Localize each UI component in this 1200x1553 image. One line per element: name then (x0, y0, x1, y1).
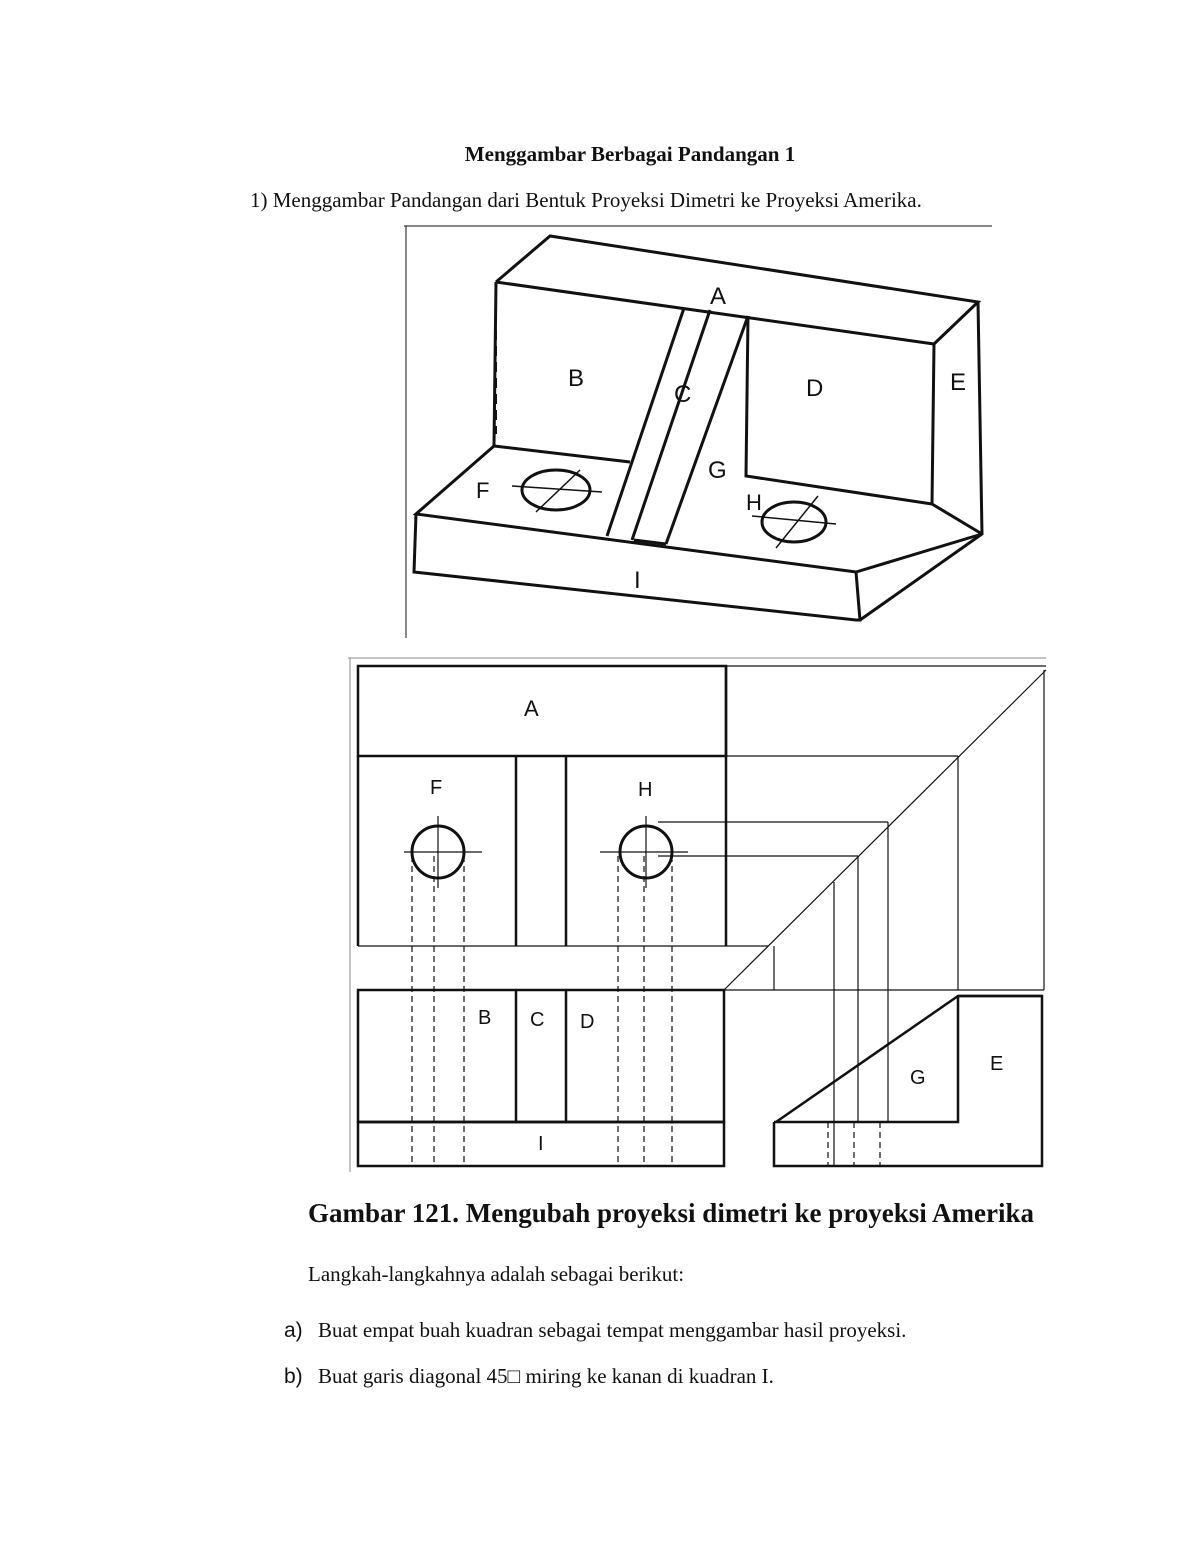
list-marker: a) (284, 1319, 303, 1342)
label-c: C (530, 1009, 545, 1031)
figure-caption: Gambar 121. Mengubah proyeksi dimetri ke proyeksi Amerika (308, 1198, 1035, 1228)
label-b: B (478, 1007, 492, 1029)
page-title: Menggambar Berbagai Pandangan 1 (464, 142, 796, 166)
label-b: B (568, 365, 585, 392)
label-d: D (806, 375, 824, 402)
object-outline (414, 236, 982, 620)
label-i: I (538, 1133, 544, 1155)
label-e: E (990, 1053, 1004, 1075)
label-h: H (746, 490, 762, 515)
label-c: C (674, 381, 692, 408)
label-a: A (524, 696, 539, 721)
label-a: A (710, 283, 727, 310)
list-item (284, 1318, 906, 1343)
label-f: F (476, 478, 490, 503)
label-f: F (430, 777, 443, 799)
label-e: E (950, 369, 967, 396)
list-item-text: Buat garis diagonal 45□ miring ke kanan di kuadran I. (318, 1364, 774, 1388)
section-subtitle: 1) Menggambar Pandangan dari Bentuk Proyeksi Dimetri ke Proyeksi Amerika. (250, 188, 922, 212)
american-projection-figure (348, 656, 1048, 1176)
label-g: G (910, 1067, 926, 1089)
label-h: H (638, 779, 653, 801)
dimetric-projection-figure (404, 224, 994, 644)
intro-text: Langkah-langkahnya adalah sebagai berikut: (308, 1262, 685, 1286)
list-item-text: Buat empat buah kuadran sebagai tempat menggambar hasil proyeksi. (318, 1318, 907, 1342)
list-item (284, 1364, 774, 1389)
label-g: G (708, 457, 727, 484)
list-marker: b) (284, 1365, 303, 1388)
view-outlines (358, 666, 1042, 1166)
label-i: I (634, 567, 641, 594)
label-d: D (580, 1011, 595, 1033)
